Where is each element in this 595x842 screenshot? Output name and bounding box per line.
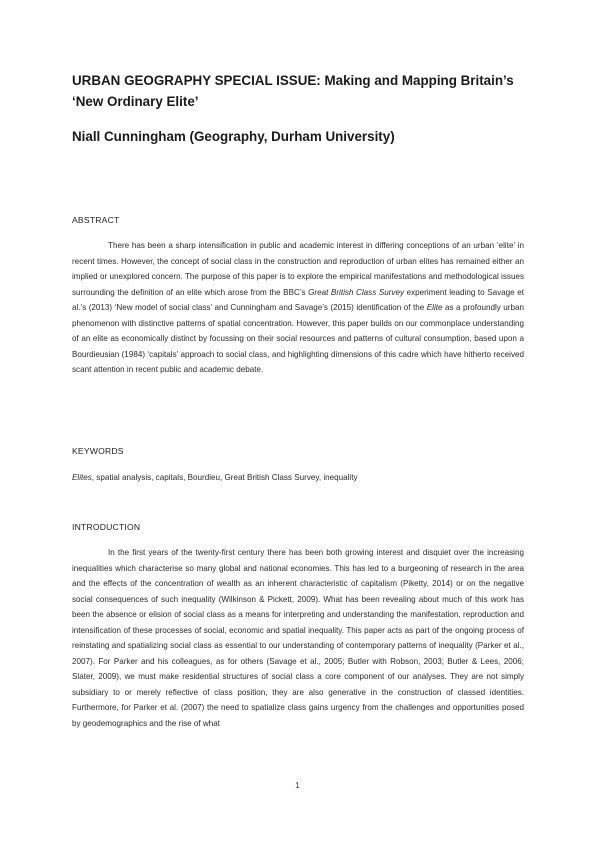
abstract-text-2: experiment leading to Savage et al.’s (2013) ‘New model of social class’ and Cunningham and Savage’s (2015) identification of the: [72, 287, 525, 313]
abstract-emphasis-2: Elite: [426, 303, 443, 313]
abstract-text-1: There has been a sharp intensification in public and academic interest in differing conceptions of an urban ‘elite’ in recent times. However, the concept of social class in the construction and reproduction of urban elites has remained either an implied or unexplored concern. The purpose of this paper is to explore the empirical manifestations and methodological issues surrounding the definition of an elite which arose from the BBC’s: [72, 241, 524, 297]
title-line-2: ‘New Ordinary Elite’: [72, 94, 199, 109]
keywords-rest: , spatial analysis, capitals, Bourdieu, Great British Class Survey, inequality: [91, 473, 358, 482]
title-line-1: URBAN GEOGRAPHY SPECIAL ISSUE: Making and Mapping Britain’s: [72, 73, 514, 88]
keyword-elites: Elites: [72, 473, 92, 482]
author-line: Niall Cunningham (Geography, Durham University): [72, 129, 395, 144]
keywords-list: [72, 470, 524, 485]
abstract-paragraph: [72, 238, 524, 378]
abstract-heading: ABSTRACT: [72, 215, 120, 225]
introduction-paragraph: In the first years of the twenty-first century there has been both growing interest and disquiet over the increasing inequalities which characterise so many global and national economies. This has led to a burgeoning of research in the area and the effects of the concentration of wealth as an inherent characteristic of capitalism (Piketty, 2014) or on the negative social consequences of such inequality (Wilkinson & Pickett, 2009). What has been revealing about much of this work has been the absence or elision of social class as a means for interpreting and understanding the manifestation, reproduction and intensification of these processes of social, economic and spatial inequality. This paper acts as part of the ongoing process of reinstating and spatializing social class as essential to our understanding of contemporary patterns of inequality (Parker et al., 2007). For Parker and his colleagues, as for others (Savage et al., 2005; Butler with Robson, 2003; Butler & Lees, 2006; Slater, 2009), we must make residential structures of social class a core component of our analyses. They are not simply subsidiary to or merely reflective of class position, they are also generative in the construction of classed identities. Furthermore, for Parker et al. (2007) the need to spatialize class gains urgency from the challenges and opportunities posed by geodemographics and the rise of what: [72, 548, 524, 729]
keywords-heading: KEYWORDS: [72, 446, 124, 456]
paper-title: [72, 70, 532, 112]
page-number: 1: [295, 781, 300, 790]
introduction-heading: INTRODUCTION: [72, 522, 141, 532]
abstract-emphasis-1: Great British Class Survey: [308, 287, 405, 297]
abstract-text-3: as a profoundly urban phenomenon with distinctive patterns of spatial concentration. However, this paper builds on our commonplace understanding of an elite as economically distinct by focussing on their social resources and patterns of cultural consumption, based upon a Bourdieusian (1984) ‘capitals’ approach to social class, and highlighting dimensions of this cadre which have hitherto received scant attention in recent public and academic debate.: [72, 303, 524, 375]
